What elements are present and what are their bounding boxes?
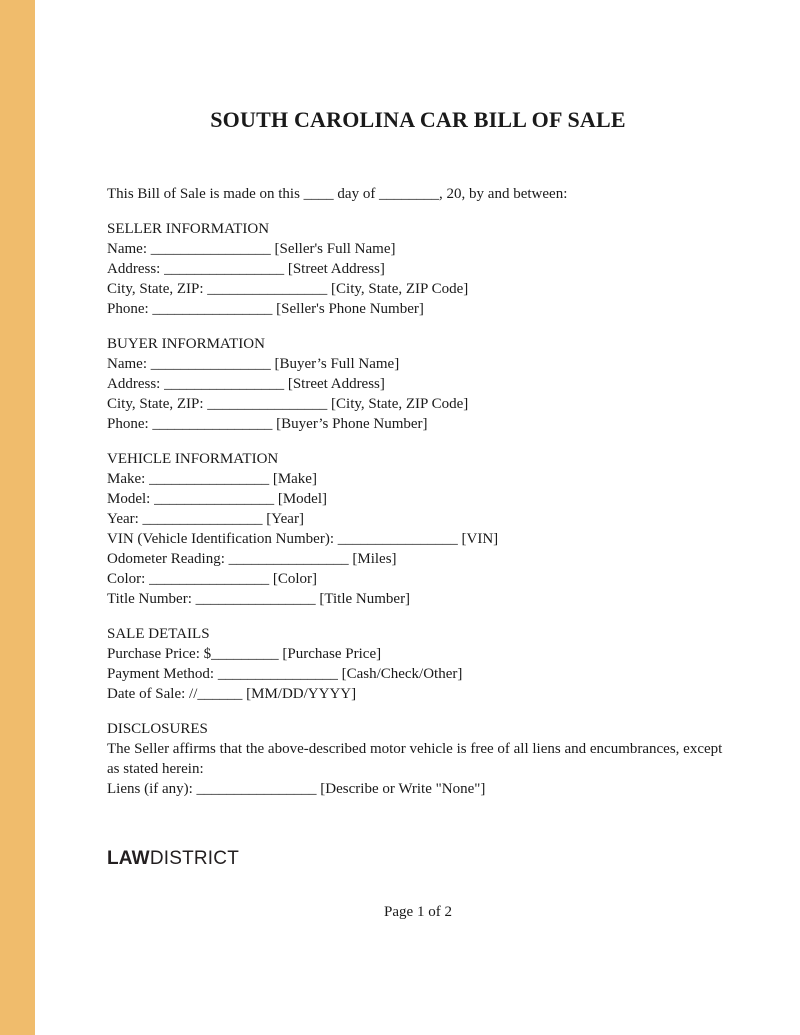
seller-city-state-zip-line: City, State, ZIP: ________________ [City, State, ZIP Code] (107, 281, 469, 297)
logo-law-text: LAW (107, 848, 150, 869)
disclosure-statement: The Seller affirms that the above-described motor vehicle is free of all liens and encumbrances, except as stated herein: (107, 741, 723, 777)
vehicle-model-line: Model: ________________ [Model] (107, 491, 327, 507)
left-accent-stripe (0, 0, 35, 1035)
section-vehicle-information (107, 449, 729, 609)
buyer-phone-line: Phone: ________________ [Buyer’s Phone Number] (107, 416, 428, 432)
intro-line: This Bill of Sale is made on this ____ day of ________, 20, by and between: (107, 186, 568, 202)
date-of-sale-line: Date of Sale: //______ [MM/DD/YYYY] (107, 686, 357, 702)
section-buyer-information (107, 334, 729, 434)
document-content (107, 0, 729, 922)
seller-section-heading: SELLER INFORMATION (107, 221, 270, 237)
vehicle-year-line: Year: ________________ [Year] (107, 511, 304, 527)
purchase-price-line: Purchase Price: $_________ [Purchase Price] (107, 646, 382, 662)
vehicle-vin-line: VIN (Vehicle Identification Number): ________________ [VIN] (107, 531, 499, 547)
page-title: SOUTH CAROLINA CAR BILL OF SALE (210, 107, 626, 132)
logo-district-text: DISTRICT (149, 848, 240, 869)
section-seller-information (107, 219, 729, 319)
seller-name-line: Name: ________________ [Seller's Full Name] (107, 241, 396, 257)
buyer-name-line: Name: ________________ [Buyer’s Full Name] (107, 356, 400, 372)
lawdistrict-logo (107, 848, 729, 870)
buyer-address-line: Address: ________________ [Street Address] (107, 376, 385, 392)
liens-line: Liens (if any): ________________ [Describe or Write "None"] (107, 781, 486, 797)
vehicle-make-line: Make: ________________ [Make] (107, 471, 317, 487)
sale-details-section-heading: SALE DETAILS (107, 626, 210, 642)
disclosures-section-heading: DISCLOSURES (107, 721, 208, 737)
payment-method-line: Payment Method: ________________ [Cash/Check/Other] (107, 666, 463, 682)
section-sale-details (107, 624, 729, 704)
vehicle-odometer-line: Odometer Reading: ________________ [Miles] (107, 551, 397, 567)
page-number: Page 1 of 2 (384, 904, 452, 920)
vehicle-section-heading: VEHICLE INFORMATION (107, 451, 279, 467)
section-disclosures (107, 719, 729, 799)
buyer-city-state-zip-line: City, State, ZIP: ________________ [City, State, ZIP Code] (107, 396, 469, 412)
buyer-section-heading: BUYER INFORMATION (107, 336, 265, 352)
vehicle-title-number-line: Title Number: ________________ [Title Number] (107, 591, 411, 607)
seller-address-line: Address: ________________ [Street Address] (107, 261, 385, 277)
seller-phone-line: Phone: ________________ [Seller's Phone Number] (107, 301, 424, 317)
vehicle-color-line: Color: ________________ [Color] (107, 571, 317, 587)
